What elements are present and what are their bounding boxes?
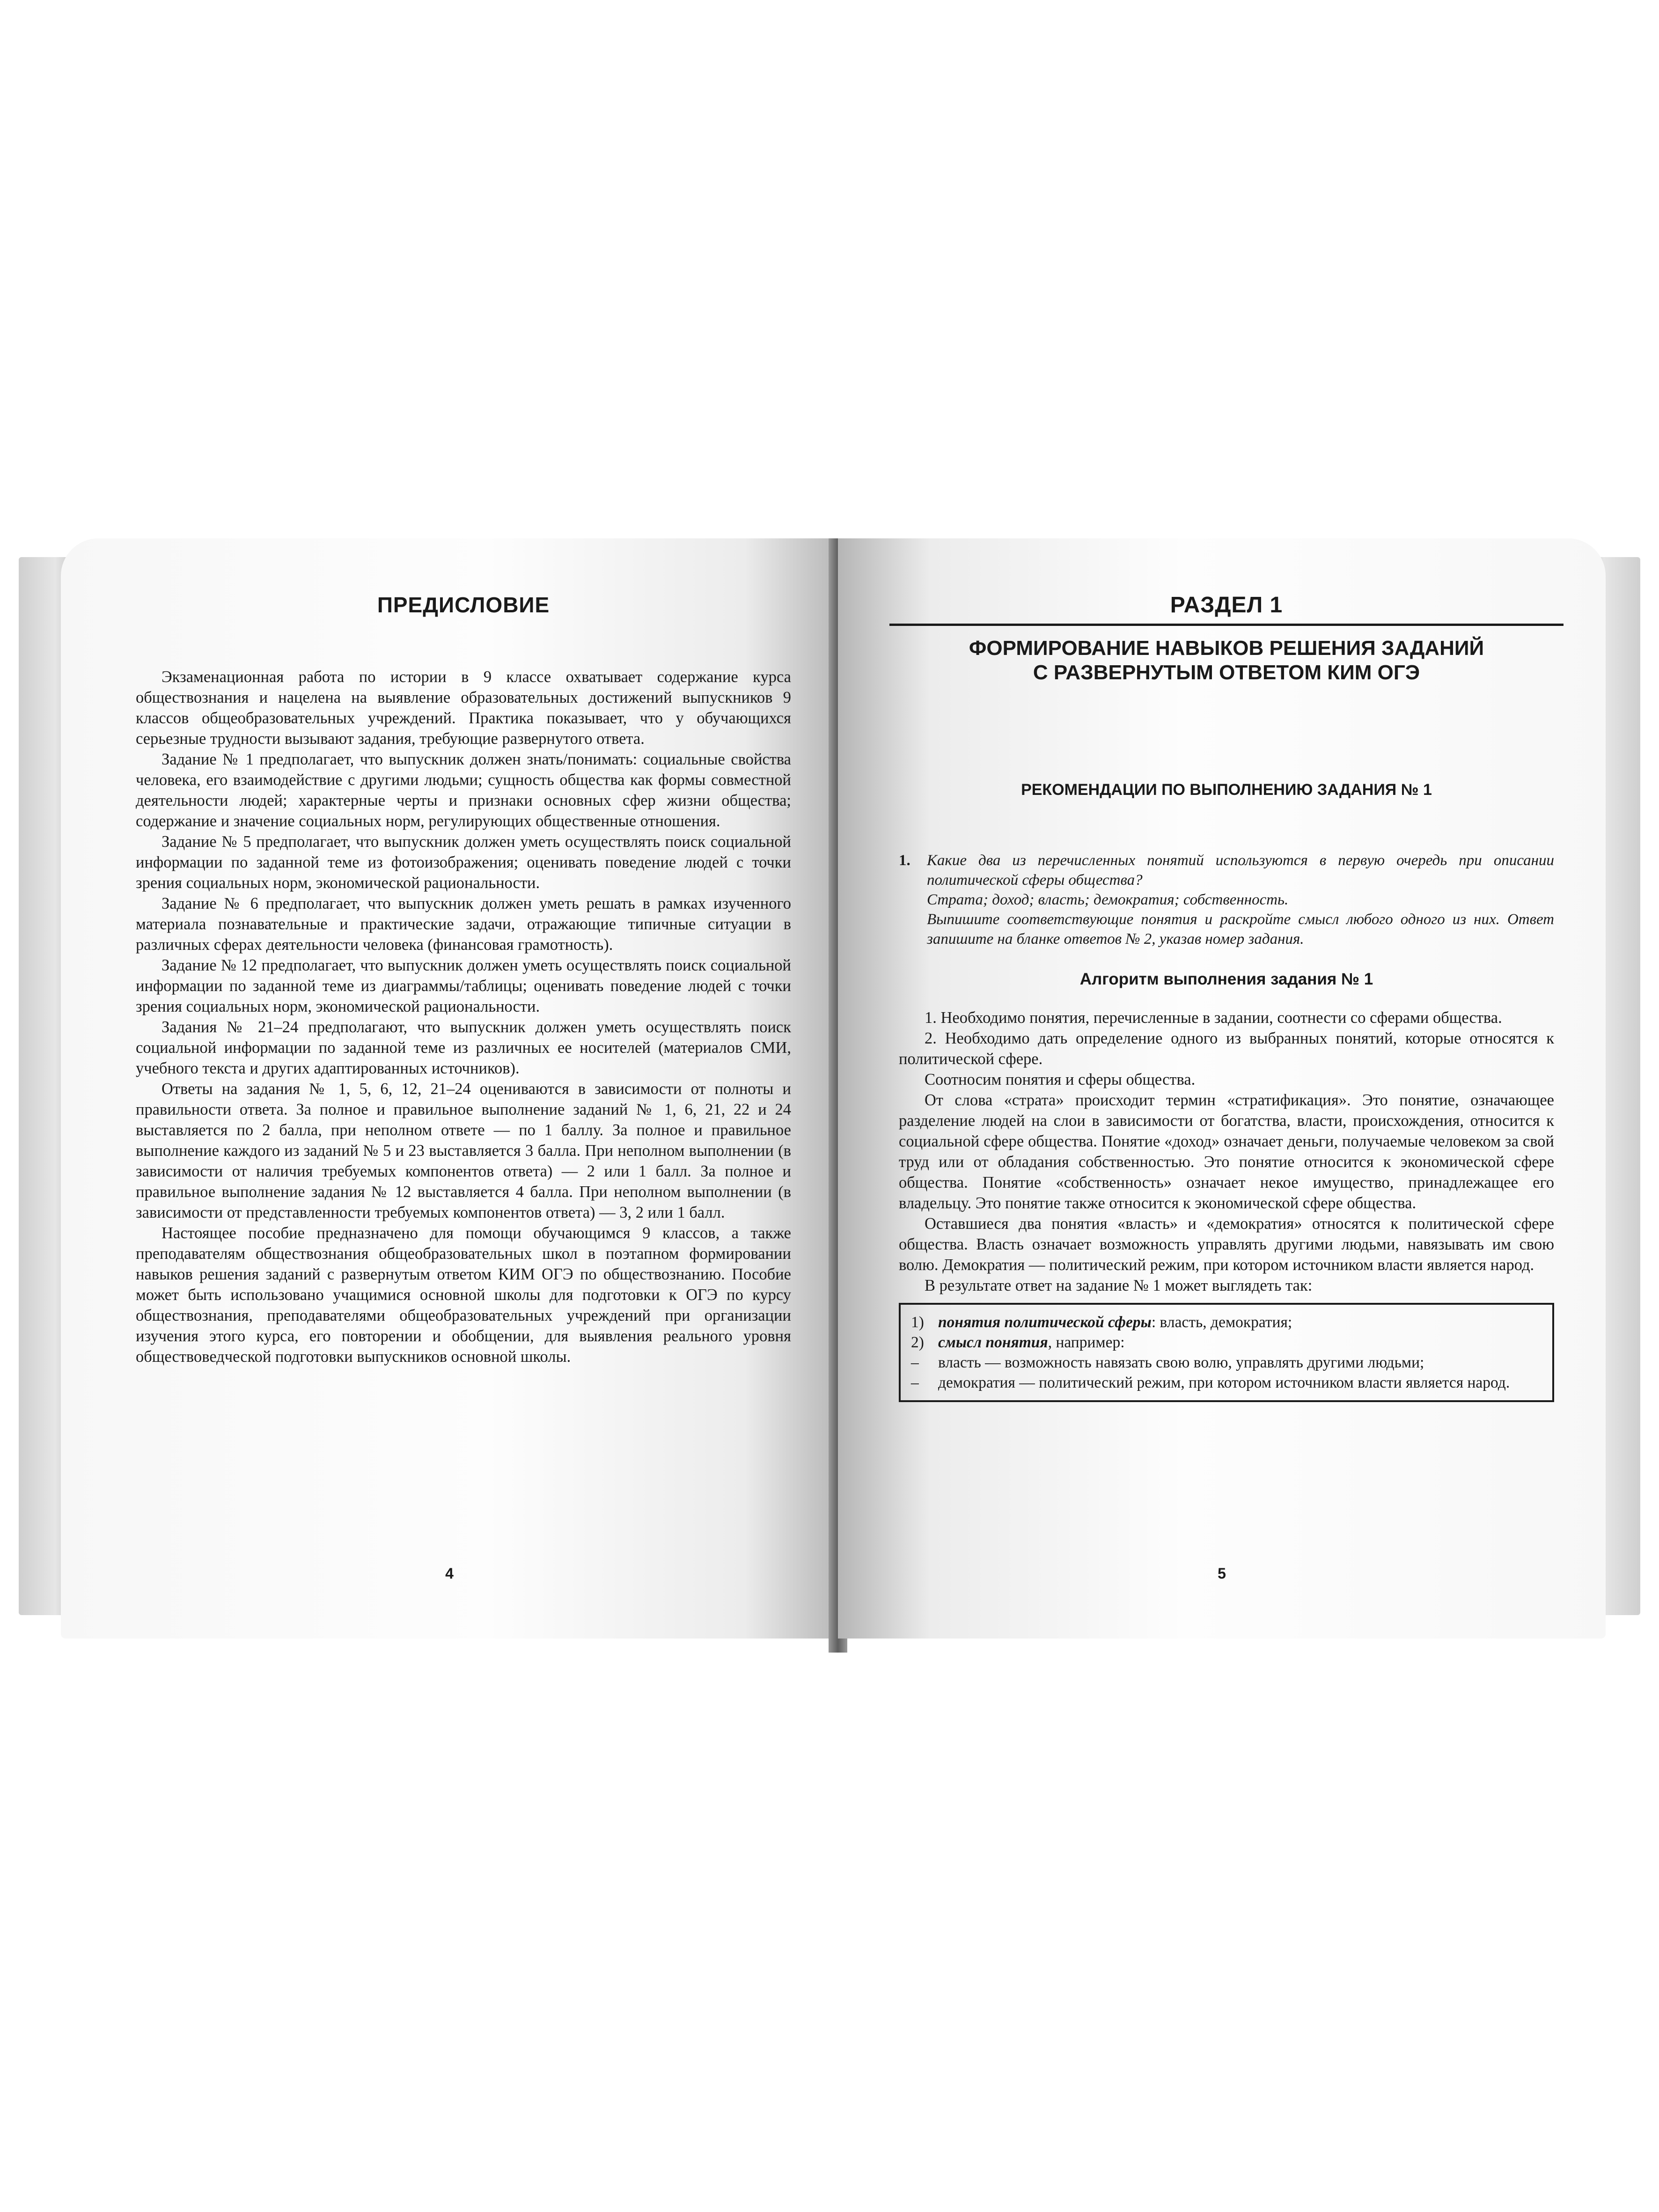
paragraph: От слова «страта» происходит термин «стратификация». Это понятие, означающее разделение людей на слои в зависимости от богатства, власти, происхождения, относится к социальной сфере общества. Понятие «доход» означает деньги, получаемые человеком за свой труд или от обладания собственностью. Это понятие относится к экономической сфере общества. Понятие «собственность» означает некое имущество, принадлежащее его владельцу. Это понятие также относится к экономической сфере общества.	[899, 1091, 1554, 1212]
left-page	[61, 538, 838, 1639]
paragraph: 2. Необходимо дать определение одного из выбранных понятий, которые относятся к политической сфере.	[899, 1029, 1554, 1068]
section-divider	[889, 624, 1564, 626]
open-book	[19, 538, 1640, 1695]
paragraph: Ответы на задания № 1, 5, 6, 12, 21–24 оцениваются в зависимости от полноты и правильности ответа. За полное и правильное выполнение заданий № 1, 6, 21, 22 и 24 выставляется по 2 балла, при неполном ответе — по 1 баллу. За полное и правильное выполнение каждого из заданий № 5 и 23 выставляется 3 балла. При неполном выполнении (в зависимости от наличия требуемых компонентов ответа) — 2 или 1 балл. За полное и правильное выполнение задания № 12 выставляется 4 балла. При неполном выполнении (в зависимости от представленности требуемых компонентов ответа) — 3, 2 или 1 балл.	[136, 1080, 791, 1221]
task-options: Страта; доход; власть; демократия; собственность.	[927, 891, 1289, 908]
answer-term: понятия политической сферы	[938, 1314, 1152, 1331]
task-instruction: Выпишите соответствующие понятия и раскройте смысл любого одного из них. Ответ запишите на бланке ответов № 2, указав номер задания.	[927, 911, 1554, 948]
answer-text: , например:	[1048, 1334, 1125, 1351]
paragraph: Задание № 1 предполагает, что выпускник должен знать/понимать: социальные свойства человека, его взаимодействие с другими людьми; сущность общества как формы совместной деятельности людей; характерные черты и признаки основных сфер жизни общества; содержание и значение социальных норм, регулирующих общественные отношения.	[136, 750, 791, 830]
answer-row	[911, 1373, 1542, 1393]
recommendations-title: РЕКОМЕНДАЦИИ ПО ВЫПОЛНЕНИЮ ЗАДАНИЯ № 1	[1021, 781, 1432, 799]
answer-marker: –	[911, 1374, 919, 1391]
answer-row	[911, 1312, 1542, 1332]
paragraph: 1. Необходимо понятия, перечисленные в задании, соотнести со сферами общества.	[925, 1009, 1502, 1027]
left-page-content	[136, 592, 791, 1367]
answer-row	[911, 1352, 1542, 1373]
paragraph: Задание № 6 предполагает, что выпускник должен уметь решать в рамках изученного материала познавательные и практические задачи, отражающие типичные ситуации в различных сферах деятельности человека (финансовая грамотность).	[136, 895, 791, 954]
answer-text: власть — возможность навязать свою волю, управлять другими людьми;	[938, 1354, 1424, 1371]
answer-text: : власть, демократия;	[1151, 1314, 1292, 1331]
right-page-content	[899, 592, 1554, 1402]
answer-term: смысл понятия	[938, 1334, 1048, 1351]
paragraph: Оставшиеся два понятия «власть» и «демократия» относятся к политической сфере общества. Власть означает возможность управлять другими людьми, навязывать им свою волю. Демократия — политический режим, при котором источником власти является народ.	[899, 1215, 1554, 1274]
answer-marker: 2)	[911, 1334, 924, 1351]
task-question: Какие два из перечисленных понятий используются в первую очередь при описании политической сферы общества?	[927, 852, 1554, 889]
task-block	[899, 851, 1554, 949]
answer-marker: 1)	[911, 1314, 924, 1331]
paragraph: Задание № 5 предполагает, что выпускник должен уметь осуществлять поиск социальной информации по заданной теме из фотоизображения; оценивать поведение людей с точки зрения социальных норм, экономической рациональности.	[136, 833, 791, 892]
answer-text: демократия — политический режим, при котором источником власти является народ.	[938, 1374, 1510, 1391]
paragraph: Соотносим понятия и сферы общества.	[925, 1071, 1196, 1088]
answer-row	[911, 1332, 1542, 1352]
answer-marker: –	[911, 1354, 919, 1371]
page-title: ПРЕДИСЛОВИЕ	[377, 593, 550, 617]
paragraph: Задание № 12 предполагает, что выпускник должен уметь осуществлять поиск социальной информации по заданной теме из диаграммы/таблицы; оценивать поведение людей с точки зрения социальных норм, экономической рациональности.	[136, 956, 791, 1015]
section-subtitle-line: С РАЗВЕРНУТЫМ ОТВЕТОМ КИМ ОГЭ	[1033, 661, 1420, 684]
paragraph: Задания № 21–24 предполагают, что выпускник должен уметь осуществлять поиск социальной информации по заданной теме из различных ее носителей (материалов СМИ, учебного текста и других адаптированных источников).	[136, 1018, 791, 1077]
paragraph: В результате ответ на задание № 1 может выглядеть так:	[925, 1277, 1313, 1294]
section-subtitle-line: ФОРМИРОВАНИЕ НАВЫКОВ РЕШЕНИЯ ЗАДАНИЙ	[969, 637, 1484, 660]
paragraph: Экзаменационная работа по истории в 9 классе охватывает содержание курса обществознания и нацелена на выявление образовательных достижений выпускников 9 классов общеобразовательных учреждений. Практика показывает, что у обучающихся серьезные трудности вызывают задания, требующие развернутого ответа.	[136, 668, 791, 748]
section-title: РАЗДЕЛ 1	[1170, 593, 1283, 617]
paragraph: Настоящее пособие предназначено для помощи обучающимся 9 классов, а также преподавателям обществознания общеобразовательных школ в поэтапном формировании навыков решения заданий с развернутым ответом КИМ ОГЭ по обществознанию. Пособие может быть использовано учащимися основной школы для подготовки к ОГЭ по курсу обществознания, преподавателями общеобразовательных учреждений при организации изучения этого курса, его повторении и обобщении, для выявления реального уровня обществоведческой подготовки выпускников основной школы.	[136, 1224, 791, 1366]
answer-box	[899, 1303, 1554, 1402]
task-number: 1.	[899, 852, 910, 869]
algorithm-title: Алгоритм выполнения задания № 1	[1079, 970, 1373, 988]
page-number: 5	[1218, 1565, 1226, 1582]
section-subtitle	[899, 636, 1554, 685]
page-number: 4	[445, 1565, 454, 1582]
right-page	[838, 538, 1606, 1639]
